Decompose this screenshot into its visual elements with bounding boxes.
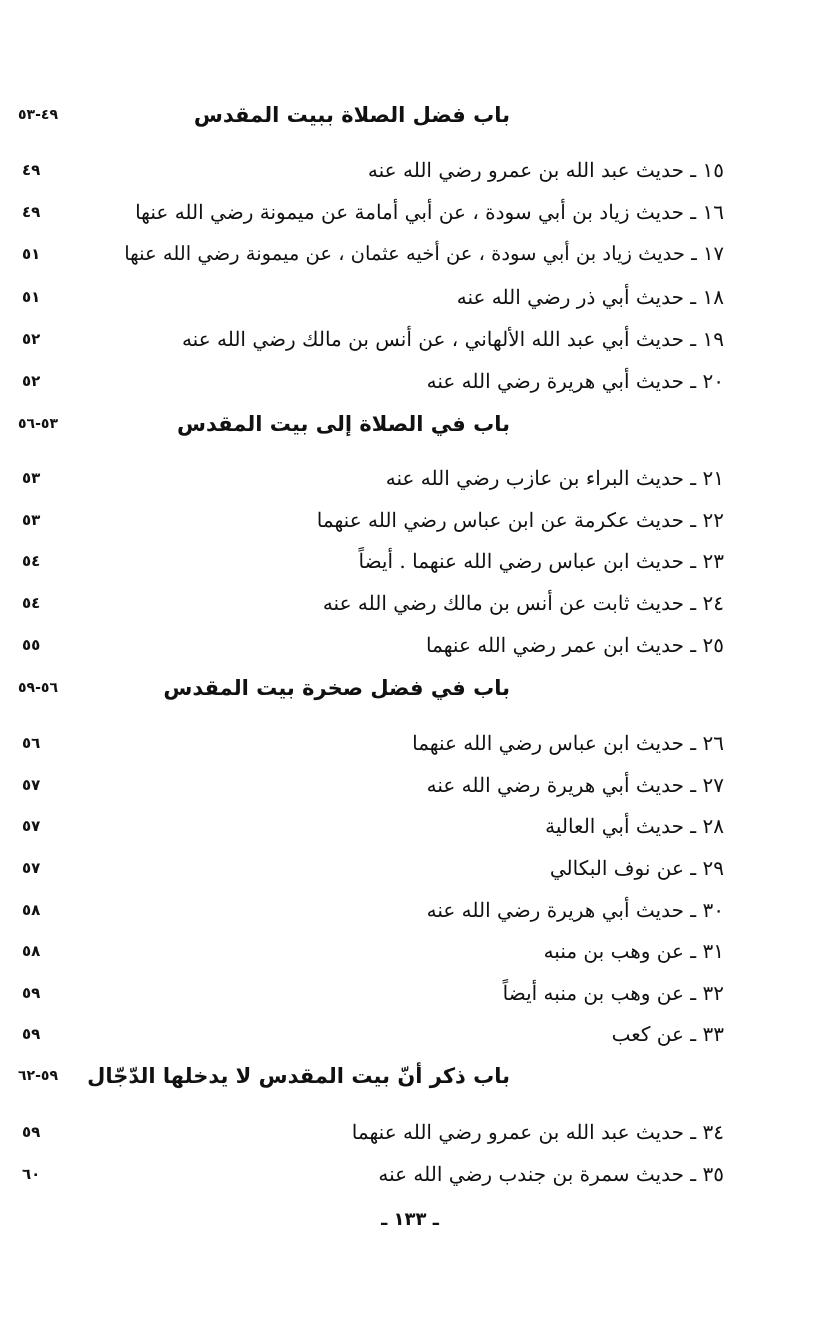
toc-entry [0, 723, 820, 763]
entry-text: ٣٠ ـ حديث أبي هريرة رضي الله عنه [426, 898, 724, 922]
entry-page: ٥٩ [22, 1123, 41, 1141]
entry-page: ٥٦ [22, 734, 41, 752]
entry-page: ٥٢ [22, 372, 41, 390]
section-heading [0, 95, 820, 135]
section-heading [0, 1056, 820, 1096]
entry-page: ٥٩ [22, 984, 41, 1002]
toc-entry [0, 973, 820, 1013]
toc-entry [0, 361, 820, 401]
entry-page: ٥٣ [22, 511, 41, 529]
entry-text: ٢٦ ـ حديث ابن عباس رضي الله عنهما [412, 731, 724, 755]
entry-page: ٥٤ [22, 552, 41, 570]
entry-page: ٥٧ [22, 817, 41, 835]
entry-page: ٥٣ [22, 469, 41, 487]
entry-text: ٢٣ ـ حديث ابن عباس رضي الله عنهما . أيضاً [358, 549, 724, 573]
section-page-range: ٥٦-٥٩ [18, 680, 58, 696]
entry-page: ٥٢ [22, 330, 41, 348]
toc-entry [0, 583, 820, 623]
entry-text: ٢٩ ـ عن نوف البكالي [549, 856, 724, 880]
toc-entry [0, 1014, 820, 1054]
section-page-range: ٥٩-٦٢ [18, 1068, 58, 1084]
entry-text: ٢٧ ـ حديث أبي هريرة رضي الله عنه [426, 773, 724, 797]
toc-entry [0, 765, 820, 805]
toc-entry [0, 625, 820, 665]
entry-text: ٣١ ـ عن وهب بن منبه [543, 939, 724, 963]
toc-entry [0, 277, 820, 317]
entry-text: ١٥ ـ حديث عبد الله بن عمرو رضي الله عنه [367, 158, 724, 182]
entry-text: ٢٠ ـ حديث أبي هريرة رضي الله عنه [426, 369, 724, 393]
entry-page: ٦٠ [22, 1165, 41, 1183]
entry-text: ١٨ ـ حديث أبي ذر رضي الله عنه [456, 285, 724, 309]
entry-text: ٢٤ ـ حديث ثابت عن أنس بن مالك رضي الله عنه [322, 591, 724, 615]
section-title: باب في فضل صخرة بيت المقدس [163, 676, 510, 700]
toc-entry [0, 1112, 820, 1152]
entry-text: ١٦ ـ حديث زياد بن أبي سودة ، عن أبي أمامة عن ميمونة رضي الله عنها [135, 200, 724, 224]
section-page-range: ٤٩-٥٣ [18, 107, 58, 123]
toc-entry [0, 931, 820, 971]
entry-text: ٣٣ ـ عن كعب [611, 1022, 724, 1046]
section-page-range: ٥٣-٥٦ [18, 416, 58, 432]
toc-entry [0, 848, 820, 888]
section-heading [0, 404, 820, 444]
toc-entry [0, 1154, 820, 1194]
toc-entry [0, 541, 820, 581]
entry-page: ٥٧ [22, 859, 41, 877]
entry-page: ٥٥ [22, 636, 41, 654]
entry-page: ٥٨ [22, 942, 41, 960]
toc-entry [0, 890, 820, 930]
entry-text: ٢١ ـ حديث البراء بن عازب رضي الله عنه [385, 466, 724, 490]
entry-page: ٥٩ [22, 1025, 41, 1043]
entry-text: ٢٢ ـ حديث عكرمة عن ابن عباس رضي الله عنهما [316, 508, 724, 532]
section-heading [0, 668, 820, 708]
toc-entry [0, 319, 820, 359]
toc-entry [0, 500, 820, 540]
entry-text: ٣٢ ـ عن وهب بن منبه أيضاً [502, 981, 724, 1005]
toc-entry [0, 150, 820, 190]
entry-page: ٥١ [22, 288, 41, 306]
entry-text: ٣٥ ـ حديث سمرة بن جندب رضي الله عنه [378, 1162, 724, 1186]
entry-page: ٥٨ [22, 901, 41, 919]
entry-page: ٤٩ [22, 203, 41, 221]
toc-entry [0, 192, 820, 232]
entry-text: ١٩ ـ حديث أبي عبد الله الألهاني ، عن أنس بن مالك رضي الله عنه [181, 327, 724, 351]
entry-page: ٤٩ [22, 161, 41, 179]
section-title: باب ذكر أنّ بيت المقدس لا يدخلها الدّجّال [87, 1064, 510, 1088]
entry-page: ٥١ [22, 245, 41, 263]
section-title: باب فضل الصلاة ببيت المقدس [193, 103, 510, 127]
entry-text: ٢٥ ـ حديث ابن عمر رضي الله عنهما [426, 633, 724, 657]
toc-entry [0, 458, 820, 498]
entry-text: ٢٨ ـ حديث أبي العالية [545, 814, 724, 838]
toc-entry [0, 234, 820, 274]
entry-page: ٥٤ [22, 594, 41, 612]
section-title: باب في الصلاة إلى بيت المقدس [177, 412, 510, 436]
entry-text: ٣٤ ـ حديث عبد الله بن عمرو رضي الله عنهما [351, 1120, 724, 1144]
entry-text: ١٧ ـ حديث زياد بن أبي سودة ، عن أخيه عثمان ، عن ميمونة رضي الله عنها [124, 242, 724, 265]
toc-entry [0, 806, 820, 846]
entry-page: ٥٧ [22, 776, 41, 794]
page-number: ـ ١٣٣ ـ [381, 1209, 439, 1230]
